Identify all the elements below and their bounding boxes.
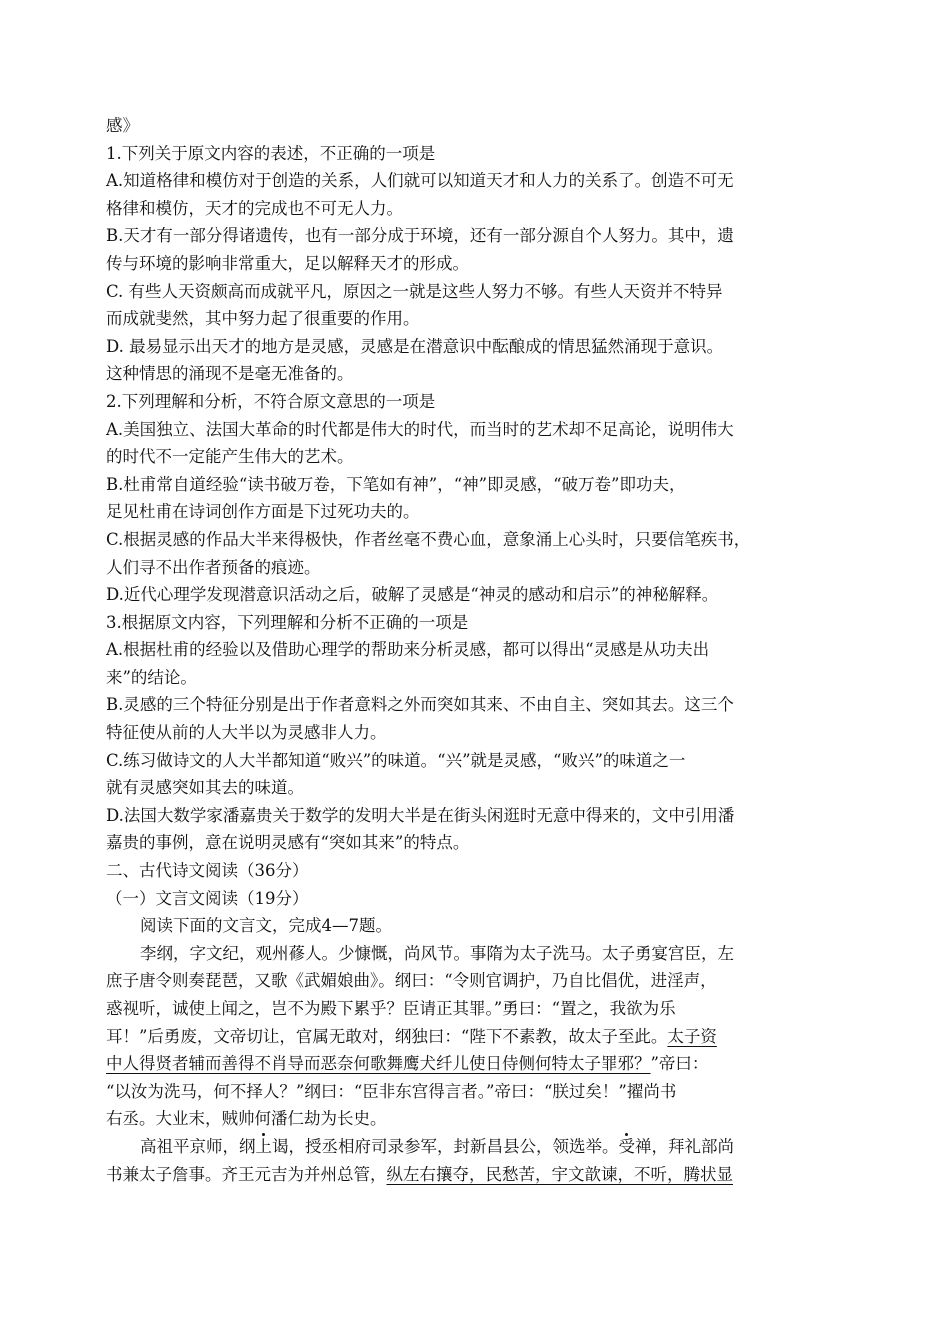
passage-text: ”帝曰： bbox=[650, 1054, 709, 1074]
question-2-option-b: B.杜甫常自道经验“读书破万卷，下笔如有神”，“神”即灵感，“破万卷”即功夫， bbox=[106, 474, 686, 494]
text-line: 感》 bbox=[106, 116, 139, 135]
passage-line: 庶子唐令则奏琵琶，又歌《武媚娘曲》。纲曰：“令则官调护，乃自比倡优，进淫声， bbox=[106, 971, 717, 991]
passage-text: 高祖平京师，纲 bbox=[140, 1136, 256, 1156]
section-heading: 二、古代诗文阅读（36分） bbox=[106, 861, 309, 881]
question-3-option-d: D.法国大数学家潘嘉贵关于数学的发明大半是在街头闲逛时无意中得来的，文中引用潘 bbox=[106, 805, 735, 825]
instruction-text: 阅读下面的文言文，完成4—7题。 bbox=[140, 916, 392, 936]
question-3-option-c: C.练习做诗文的人大半都知道“败兴”的味道。“兴”就是灵感，“败兴”的味道之一 bbox=[106, 750, 686, 770]
emphasized-character: 上 bbox=[255, 1136, 272, 1156]
passage-text: 禅，拜礼部尚 bbox=[635, 1136, 734, 1156]
text-line: 而成就斐然，其中努力起了很重要的作用。 bbox=[106, 309, 420, 329]
subsection-heading: （一）文言文阅读（19分） bbox=[106, 888, 309, 908]
question-3-option-a: A.根据杜甫的经验以及借助心理学的帮助来分析灵感，都可以得出“灵感是从功夫出 bbox=[106, 640, 710, 660]
document-page bbox=[106, 112, 846, 1188]
passage-line: “以汝为洗马，何不择人？”纲曰：“臣非东宫得言者。”帝曰：“朕过矣！”擢尚书 bbox=[106, 1081, 677, 1101]
underlined-passage-text: 纵左右攘夺，民愁苦，宇文歆谏，不听，腾状显 bbox=[386, 1164, 733, 1184]
text-line: 特征使从前的人大半以为灵感非人力。 bbox=[106, 723, 387, 743]
passage-line bbox=[106, 1050, 846, 1078]
question-2-option-c: C.根据灵感的作品大半来得极快，作者丝毫不费心血，意象涌上心头时，只要信笔疾书， bbox=[106, 529, 751, 549]
passage-text: 书兼太子詹事。齐王元吉为并州总管， bbox=[106, 1164, 387, 1184]
passage-line bbox=[106, 1161, 846, 1189]
question-2-stem: 2.下列理解和分析，不符合原文意思的一项是 bbox=[106, 391, 436, 411]
passage-line: 右丞。大业末，贼帅何潘仁劫为长史。 bbox=[106, 1109, 387, 1129]
question-3-stem: 3.根据原文内容，下列理解和分析不正确的一项是 bbox=[106, 612, 469, 632]
text-line: 这种情思的涌现不是毫无准备的。 bbox=[106, 364, 354, 384]
passage-line: 惑视听，诚使上闻之，岂不为殿下累乎？臣请正其罪。”勇曰：“置之，我欲为乐 bbox=[106, 999, 676, 1018]
text-line: 就有灵感突如其去的味道。 bbox=[106, 778, 304, 798]
passage-text: 谒，授丞相府司录参军，封新昌县公，领选举。 bbox=[272, 1136, 619, 1156]
text-line: 嘉贵的事例，意在说明灵感有“突如其来”的特点。 bbox=[106, 833, 470, 853]
emphasized-character: 受 bbox=[618, 1136, 635, 1156]
passage-line bbox=[106, 1023, 846, 1051]
text-line: 传与环境的影响非常重大，足以解释天才的形成。 bbox=[106, 253, 469, 273]
text-line: 格律和模仿，天才的完成也不可无人力。 bbox=[106, 198, 403, 218]
text-line: 的时代不一定能产生伟大的艺术。 bbox=[106, 447, 354, 467]
question-2-option-d: D.近代心理学发现潜意识活动之后，破解了灵感是“神灵的感动和启示”的神秘解释。 bbox=[106, 585, 719, 605]
text-line: 人们寻不出作者预备的痕迹。 bbox=[106, 557, 321, 577]
underlined-passage-text: 中人得贤者辅而善得不肖导而恶奈何歌舞鹰犬纤儿使日侍侧何特太子罪邪？ bbox=[106, 1054, 651, 1074]
question-3-option-b: B.灵感的三个特征分别是出于作者意料之外而突如其来、不由自主、突如其去。这三个 bbox=[106, 695, 734, 715]
question-2-option-a: A.美国独立、法国大革命的时代都是伟大的时代，而当时的艺术却不足高论，说明伟大 bbox=[106, 419, 734, 439]
question-1-option-d: D. 最易显示出天才的地方是灵感，灵感是在潜意识中酝酿成的情思猛然涌现于意识。 bbox=[106, 336, 724, 356]
question-1-option-c: C. 有些人天资颇高而成就平凡，原因之一就是这些人努力不够。有些人天资并不特异 bbox=[106, 281, 723, 301]
question-1-stem: 1.下列关于原文内容的表述，不正确的一项是 bbox=[106, 143, 436, 163]
underlined-passage-text: 太子资 bbox=[667, 1026, 717, 1046]
question-1-option-a: A.知道格律和模仿对于创造的关系，人们就可以知道天才和人力的关系了。创造不可无 bbox=[106, 171, 734, 191]
passage-line bbox=[106, 1133, 846, 1161]
text-line: 来”的结论。 bbox=[106, 667, 197, 687]
passage-text: 耳！”后勇废，文帝切让，官属无敢对，纲独曰：“陛下不素教，故太子至此。 bbox=[106, 1026, 668, 1046]
passage-line: 李纲，字文纪，观州蓚人。少慷慨，尚风节。事隋为太子洗马。太子勇宴宫臣，左 bbox=[140, 943, 734, 963]
text-line: 足见杜甫在诗词创作方面是下过死功夫的。 bbox=[106, 502, 420, 522]
question-1-option-b: B.天才有一部分得诸遗传，也有一部分成于环境，还有一部分源自个人努力。其中，遗 bbox=[106, 226, 734, 246]
